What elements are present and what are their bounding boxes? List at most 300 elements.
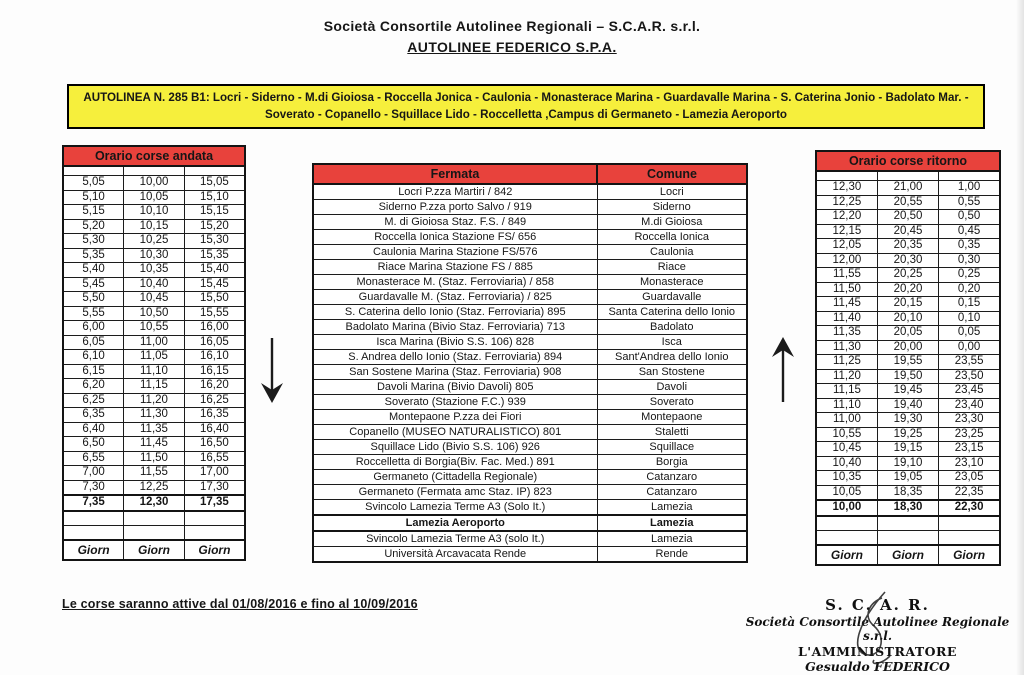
time-cell: 11,25 [816,355,877,370]
time-cell: 11,35 [816,326,877,341]
route-banner [67,84,985,129]
time-cell: 15,40 [184,263,245,278]
table-title: Orario corse ritorno [816,151,1000,171]
municipality-cell: Locri [597,184,747,200]
time-row [63,321,245,336]
time-row [816,239,1000,254]
stop-name-cell: Università Arcavacata Rende [313,547,597,563]
stop-row [313,470,747,485]
time-row [63,451,245,466]
time-cell: 6,05 [63,335,124,350]
stop-row [313,380,747,395]
empty-cell [124,525,185,540]
stop-name-cell: S. Caterina dello Ionio (Staz. Ferroviaria) 895 [313,305,597,320]
time-cell: 20,15 [877,297,938,312]
municipality-cell: Staletti [597,425,747,440]
time-cell: 6,20 [63,379,124,394]
time-row [63,437,245,452]
direction-down-arrow-icon [254,334,290,406]
time-cell: 5,15 [63,205,124,220]
time-cell: 6,35 [63,408,124,423]
time-row [816,384,1000,399]
time-cell: 5,10 [63,190,124,205]
stop-row [313,305,747,320]
time-row [63,219,245,234]
time-cell: 12,20 [816,210,877,225]
time-row [816,398,1000,413]
time-cell: 17,30 [184,480,245,495]
spacer-row [63,511,245,526]
stop-name-cell: Germaneto (Cittadella Regionale) [313,470,597,485]
spacer-row [816,516,1000,531]
time-cell: 12,05 [816,239,877,254]
time-cell: 15,55 [184,306,245,321]
stop-row [313,184,747,200]
time-row [63,205,245,220]
municipality-cell: Caulonia [597,245,747,260]
empty-cell [877,171,938,181]
time-cell: 5,45 [63,277,124,292]
time-cell: 10,25 [124,234,185,249]
municipality-cell: Montepaone [597,410,747,425]
time-row [63,263,245,278]
direction-up-arrow-icon [765,334,801,406]
time-row [63,234,245,249]
stop-name-cell: Copanello (MUSEO NATURALISTICO) 801 [313,425,597,440]
municipality-cell: Squillace [597,440,747,455]
time-cell: 19,40 [877,398,938,413]
time-cell: 11,40 [816,311,877,326]
time-row [816,456,1000,471]
time-row [816,297,1000,312]
time-cell: 23,15 [939,442,1000,457]
municipality-cell: M.di Gioiosa [597,215,747,230]
stop-name-cell: San Sostene Marina (Staz. Ferroviaria) 908 [313,365,597,380]
time-cell: 23,50 [939,369,1000,384]
time-cell: 6,40 [63,422,124,437]
municipality-cell: Monasterace [597,275,747,290]
stop-name-cell: Lamezia Aeroporto [313,515,597,531]
time-cell: 6,50 [63,437,124,452]
time-cell: 12,30 [816,181,877,196]
time-row [63,350,245,365]
frequency-cell: Giorn [877,545,938,565]
time-row [816,311,1000,326]
time-cell: 16,50 [184,437,245,452]
company-title: Società Consortile Autolinee Regionali – S.C.A.R. s.r.l. [323,18,701,34]
time-row [63,422,245,437]
time-cell: 6,00 [63,321,124,336]
spacer-row [63,166,245,176]
stop-row [313,531,747,547]
time-cell: 16,20 [184,379,245,394]
time-cell: 15,10 [184,190,245,205]
time-cell: 19,25 [877,427,938,442]
time-cell: 10,15 [124,219,185,234]
time-row [63,335,245,350]
time-cell: 20,20 [877,282,938,297]
frequency-cell: Giorn [184,540,245,560]
stop-name-cell: Siderno P.zza porto Salvo / 919 [313,200,597,215]
time-cell: 11,30 [816,340,877,355]
andata-header-row [63,146,245,166]
time-cell: 16,10 [184,350,245,365]
stop-name-cell: Squillace Lido (Bivio S.S. 106) 926 [313,440,597,455]
time-cell: 12,15 [816,224,877,239]
spacer-row [816,530,1000,545]
time-cell: 0,10 [939,311,1000,326]
municipality-cell: Isca [597,335,747,350]
municipality-cell: Sant'Andrea dello Ionio [597,350,747,365]
empty-cell [816,530,877,545]
time-cell: 23,45 [939,384,1000,399]
stop-name-cell: Badolato Marina (Bivio Staz. Ferroviaria) 713 [313,320,597,335]
empty-cell [124,511,185,526]
stop-name-cell: M. di Gioiosa Staz. F.S. / 849 [313,215,597,230]
municipality-cell: San Stostene [597,365,747,380]
time-cell: 19,55 [877,355,938,370]
empty-cell [63,511,124,526]
stops-table [312,163,748,563]
time-cell: 0,35 [939,239,1000,254]
time-cell: 11,45 [816,297,877,312]
stop-row [313,245,747,260]
operator-title: AUTOLINEE FEDERICO S.P.A. [407,39,617,55]
stop-name-cell: Germaneto (Fermata amc Staz. IP) 823 [313,485,597,500]
time-row [816,210,1000,225]
empty-cell [184,511,245,526]
time-row [63,248,245,263]
empty-cell [939,530,1000,545]
time-row [63,495,245,511]
time-cell: 0,30 [939,253,1000,268]
stop-name-cell: Roccelletta di Borgia(Biv. Fac. Med.) 891 [313,455,597,470]
time-cell: 5,30 [63,234,124,249]
time-cell: 6,25 [63,393,124,408]
time-cell: 11,15 [124,379,185,394]
time-cell: 23,10 [939,456,1000,471]
time-row [816,340,1000,355]
time-cell: 0,25 [939,268,1000,283]
time-row [63,408,245,423]
time-cell: 11,10 [816,398,877,413]
stop-row [313,350,747,365]
time-cell: 7,35 [63,495,124,511]
time-row [63,480,245,495]
time-cell: 20,55 [877,195,938,210]
time-cell: 19,10 [877,456,938,471]
time-cell: 11,05 [124,350,185,365]
time-cell: 10,45 [124,292,185,307]
stop-row [313,275,747,290]
time-cell: 11,30 [124,408,185,423]
time-cell: 23,40 [939,398,1000,413]
stop-name-cell: Locri P.zza Martiri / 842 [313,184,597,200]
stop-row [313,485,747,500]
time-cell: 15,30 [184,234,245,249]
time-cell: 0,55 [939,195,1000,210]
time-cell: 16,00 [184,321,245,336]
time-row [63,292,245,307]
time-cell: 0,00 [939,340,1000,355]
column-header: Comune [597,164,747,184]
municipality-cell: Davoli [597,380,747,395]
time-cell: 6,15 [63,364,124,379]
time-cell: 11,10 [124,364,185,379]
time-row [816,500,1000,516]
time-cell: 18,30 [877,500,938,516]
time-cell: 20,50 [877,210,938,225]
time-cell: 6,10 [63,350,124,365]
municipality-cell: Borgia [597,455,747,470]
time-cell: 16,15 [184,364,245,379]
empty-cell [184,525,245,540]
validity-note: Le corse saranno attive dal 01/08/2016 e fino al 10/09/2016 [62,597,418,611]
time-cell: 11,00 [816,413,877,428]
municipality-cell: Guardavalle [597,290,747,305]
time-cell: 17,00 [184,466,245,481]
time-cell: 10,35 [816,471,877,486]
stops-header-row [313,164,747,184]
time-row [63,176,245,191]
municipality-cell: Siderno [597,200,747,215]
stop-row [313,260,747,275]
scan-edge-shadow [1016,0,1024,675]
time-cell: 10,10 [124,205,185,220]
stop-row [313,440,747,455]
time-cell: 10,30 [124,248,185,263]
stop-name-cell: Svincolo Lamezia Terme A3 (solo It.) [313,531,597,547]
frequency-cell: Giorn [63,540,124,560]
time-cell: 16,25 [184,393,245,408]
stop-row [313,365,747,380]
time-cell: 11,20 [124,393,185,408]
time-row [816,442,1000,457]
time-cell: 12,30 [124,495,185,511]
stop-row [313,410,747,425]
municipality-cell: Rende [597,547,747,563]
time-cell: 11,55 [816,268,877,283]
time-cell: 5,35 [63,248,124,263]
stop-row [313,547,747,563]
municipality-cell: Badolato [597,320,747,335]
time-cell: 12,25 [816,195,877,210]
stop-row [313,395,747,410]
time-cell: 11,50 [124,451,185,466]
time-cell: 23,30 [939,413,1000,428]
ritorno-header-row [816,151,1000,171]
stop-name-cell: Caulonia Marina Stazione FS/576 [313,245,597,260]
time-row [816,282,1000,297]
time-cell: 7,30 [63,480,124,495]
time-cell: 15,20 [184,219,245,234]
stop-row [313,455,747,470]
time-cell: 1,00 [939,181,1000,196]
time-cell: 19,15 [877,442,938,457]
time-row [63,190,245,205]
time-cell: 18,35 [877,485,938,500]
time-cell: 5,55 [63,306,124,321]
time-cell: 5,40 [63,263,124,278]
time-cell: 17,35 [184,495,245,511]
spacer-row [63,525,245,540]
stop-name-cell: Montepaone P.zza dei Fiori [313,410,597,425]
time-row [816,427,1000,442]
time-cell: 11,35 [124,422,185,437]
time-cell: 10,35 [124,263,185,278]
time-cell: 10,00 [124,176,185,191]
stop-name-cell: Riace Marina Stazione FS / 885 [313,260,597,275]
time-cell: 20,10 [877,311,938,326]
time-cell: 16,55 [184,451,245,466]
route-banner-line1: AUTOLINEA N. 285 B1: Locri - Siderno - M.di Gioiosa - Roccella Jonica - Caulonia - Monasterace Marina - Guardavalle Marina - S. Caterina Jonio - Badolato Mar. - [83,91,969,104]
time-cell: 10,55 [124,321,185,336]
municipality-cell: Roccella Ionica [597,230,747,245]
time-cell: 16,40 [184,422,245,437]
municipality-cell: Catanzaro [597,485,747,500]
time-cell: 12,00 [816,253,877,268]
time-row [63,277,245,292]
municipality-cell: Soverato [597,395,747,410]
time-row [816,471,1000,486]
empty-cell [877,516,938,531]
stop-row [313,230,747,245]
time-cell: 5,20 [63,219,124,234]
time-cell: 20,30 [877,253,938,268]
document-header [0,18,1024,55]
municipality-cell: Santa Caterina dello Ionio [597,305,747,320]
municipality-cell: Lamezia [597,531,747,547]
time-cell: 20,35 [877,239,938,254]
time-cell: 20,05 [877,326,938,341]
time-cell: 22,30 [939,500,1000,516]
municipality-cell: Riace [597,260,747,275]
stop-row [313,290,747,305]
column-header: Fermata [313,164,597,184]
stop-row [313,500,747,516]
return-times-table [815,150,1001,566]
empty-cell [63,166,124,176]
table-title: Orario corse andata [63,146,245,166]
time-cell: 10,05 [816,485,877,500]
time-cell: 10,50 [124,306,185,321]
stop-name-cell: Isca Marina (Bivio S.S. 106) 828 [313,335,597,350]
stop-row [313,515,747,531]
stop-name-cell: Davoli Marina (Bivio Davoli) 805 [313,380,597,395]
time-cell: 19,05 [877,471,938,486]
frequency-cell: Giorn [939,545,1000,565]
time-cell: 20,00 [877,340,938,355]
time-row [816,326,1000,341]
time-cell: 15,15 [184,205,245,220]
empty-cell [877,530,938,545]
time-cell: 0,20 [939,282,1000,297]
time-row [816,369,1000,384]
time-cell: 19,50 [877,369,938,384]
time-cell: 0,50 [939,210,1000,225]
outbound-times-table [62,145,246,561]
time-cell: 19,45 [877,384,938,399]
empty-cell [939,516,1000,531]
time-cell: 23,05 [939,471,1000,486]
spacer-row [816,171,1000,181]
time-cell: 10,45 [816,442,877,457]
time-cell: 23,55 [939,355,1000,370]
time-row [63,306,245,321]
time-cell: 11,50 [816,282,877,297]
stop-name-cell: Guardavalle M. (Staz. Ferroviaria) / 825 [313,290,597,305]
time-cell: 21,00 [877,181,938,196]
time-cell: 23,25 [939,427,1000,442]
signature-role: L'AMMINISTRATORE [798,644,957,659]
time-cell: 0,15 [939,297,1000,312]
time-cell: 7,00 [63,466,124,481]
time-cell: 10,40 [816,456,877,471]
municipality-cell: Lamezia [597,515,747,531]
time-cell: 0,05 [939,326,1000,341]
time-cell: 15,45 [184,277,245,292]
frequency-cell: Giorn [816,545,877,565]
stop-name-cell: Roccella Ionica Stazione FS/ 656 [313,230,597,245]
frequency-row [63,540,245,560]
stop-name-cell: Soverato (Stazione F.C.) 939 [313,395,597,410]
time-cell: 0,45 [939,224,1000,239]
time-cell: 10,05 [124,190,185,205]
time-cell: 22,35 [939,485,1000,500]
empty-cell [184,166,245,176]
time-cell: 19,30 [877,413,938,428]
stop-row [313,200,747,215]
empty-cell [939,171,1000,181]
stop-row [313,215,747,230]
time-row [816,253,1000,268]
stop-row [313,425,747,440]
signature-company-abbr: S. C. A. R. [825,596,930,614]
time-cell: 16,05 [184,335,245,350]
stop-name-cell: Svincolo Lamezia Terme A3 (Solo It.) [313,500,597,516]
time-cell: 20,45 [877,224,938,239]
empty-cell [816,171,877,181]
stop-name-cell: S. Andrea dello Ionio (Staz. Ferroviaria) 894 [313,350,597,365]
municipality-cell: Lamezia [597,500,747,516]
time-cell: 15,35 [184,248,245,263]
route-banner-line2: Soverato - Copanello - Squillace Lido - Roccelletta ,Campus di Germaneto - Lamezia Aeroporto [264,108,788,122]
time-cell: 11,55 [124,466,185,481]
time-cell: 10,55 [816,427,877,442]
frequency-row [816,545,1000,565]
empty-cell [816,516,877,531]
time-cell: 11,15 [816,384,877,399]
empty-cell [63,525,124,540]
time-cell: 6,55 [63,451,124,466]
empty-cell [124,166,185,176]
time-cell: 15,05 [184,176,245,191]
municipality-cell: Catanzaro [597,470,747,485]
time-cell: 5,50 [63,292,124,307]
time-row [816,181,1000,196]
signature-name: Gesualdo FEDERICO [805,659,950,674]
time-row [63,379,245,394]
time-cell: 16,35 [184,408,245,423]
frequency-cell: Giorn [124,540,185,560]
time-cell: 10,40 [124,277,185,292]
time-row [816,355,1000,370]
time-cell: 11,20 [816,369,877,384]
time-cell: 5,05 [63,176,124,191]
time-row [816,413,1000,428]
time-row [63,466,245,481]
stop-name-cell: Monasterace M. (Staz. Ferroviaria) / 858 [313,275,597,290]
